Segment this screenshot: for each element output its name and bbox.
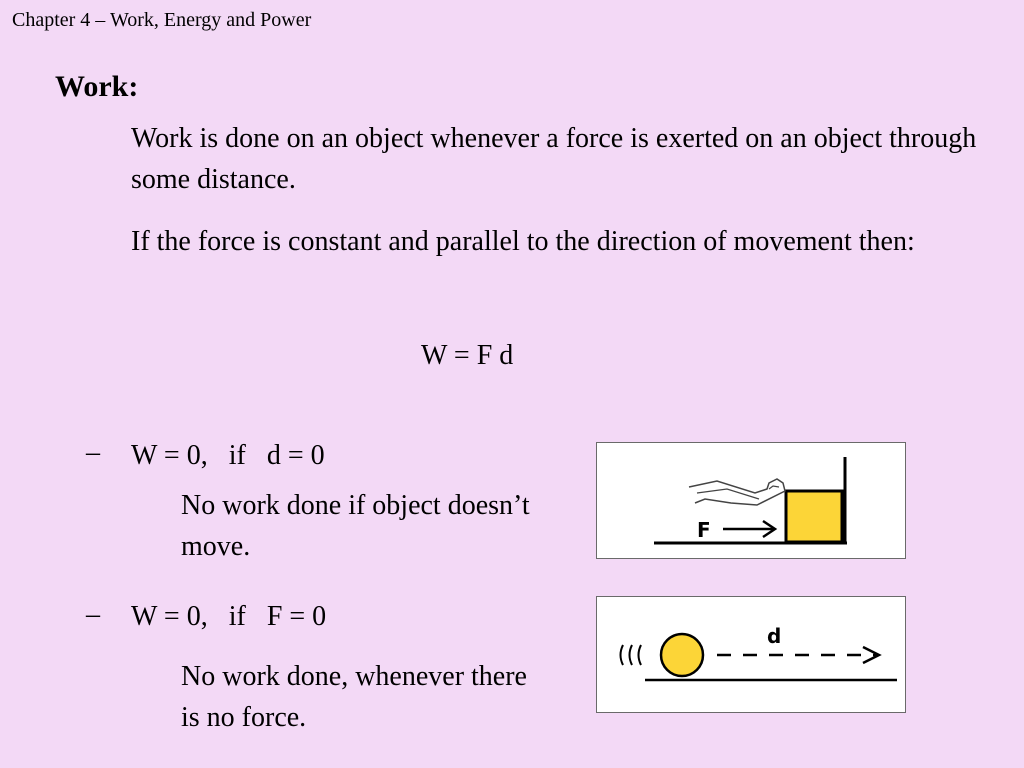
distance-label: d	[767, 624, 782, 648]
case-condition: W = 0, if F = 0	[131, 601, 327, 632]
ball	[661, 634, 703, 676]
bullet-dash: –	[86, 437, 100, 468]
bullet-dash: –	[86, 599, 100, 630]
ball-rolling-icon	[596, 596, 906, 713]
condition-paragraph: If the force is constant and parallel to the direction of movement then:	[131, 226, 915, 257]
section-heading: Work:	[55, 70, 139, 103]
chapter-header: Chapter 4 – Work, Energy and Power	[12, 9, 312, 31]
case-condition: W = 0, if d = 0	[131, 440, 325, 471]
hand-pushing-box-against-wall-icon	[596, 442, 906, 559]
definition-paragraph: Work is done on an object whenever a force is exerted on an object through some distance.	[131, 123, 977, 195]
case-note: No work done if object doesn’t move.	[181, 490, 530, 562]
box	[786, 491, 842, 542]
case-note: No work done, whenever there is no force.	[181, 661, 527, 733]
work-formula: W = F d	[421, 340, 514, 371]
force-label: F	[697, 518, 711, 542]
